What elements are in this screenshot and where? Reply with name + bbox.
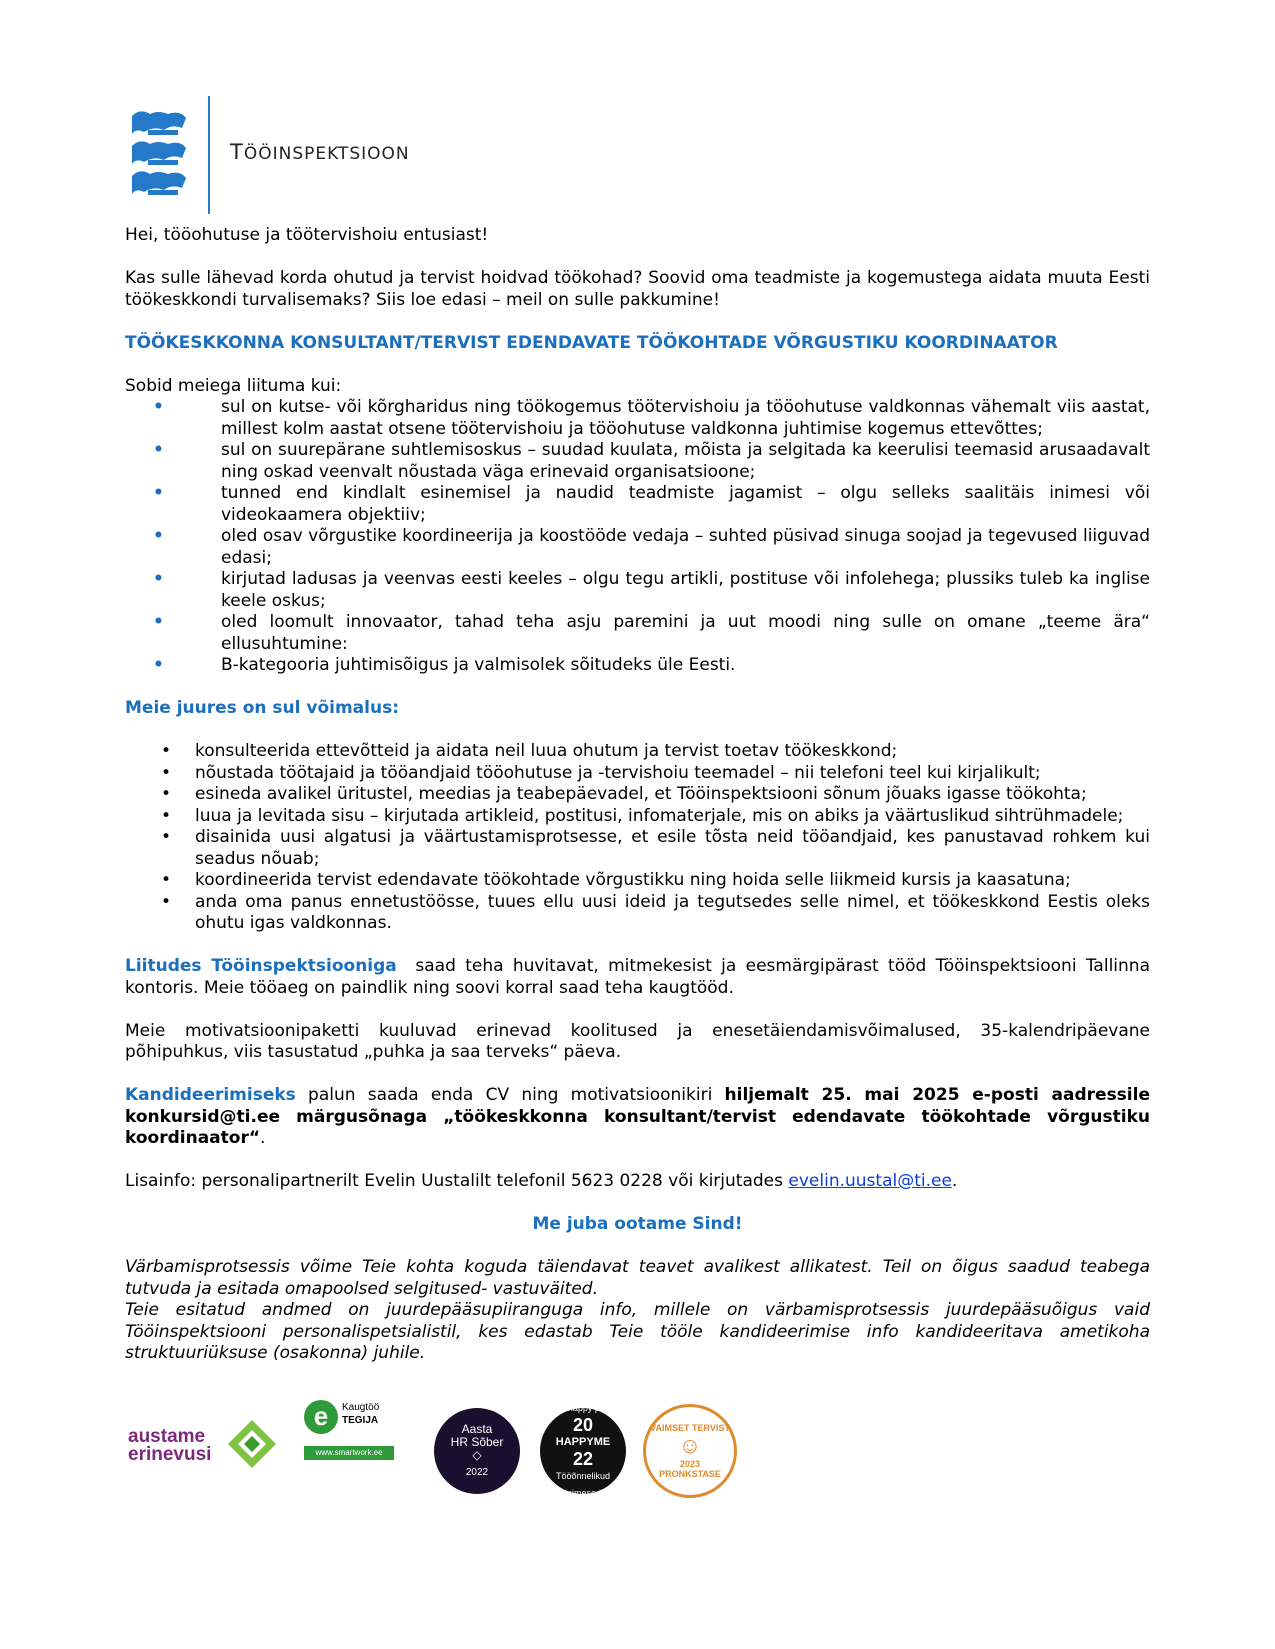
list-item: • koordineerida tervist edendavate töökohtade võrgustikku ning hoida selle liikmeid kursis ja kaasatuna; xyxy=(161,870,1071,890)
greeting: Hei, tööohutuse ja töötervishoiu entusiast! xyxy=(125,225,489,245)
logo-divider xyxy=(208,96,210,214)
list-item: • esineda avalikel üritustel, meedias ja teabepäevadel, et Tööinspektsiooni sõnum jõuaks igasse töökohta; xyxy=(161,784,1087,804)
list-item: • sul on suurepärane suhtlemisoskus – suudad kuulata, mõista ja selgitada ka keerulisi teemasid arusaadavalt ning oskad veenvalt nõustada väga erinevaid organisatsioone; xyxy=(153,440,1150,482)
ad-body xyxy=(125,225,1156,1365)
list-item: • kirjutad ladusas ja veenvas eesti keeles – olgu tegu artikli, postituse või infolehega; plussiks tuleb ka inglise keele oskus; xyxy=(153,569,1150,611)
badges-row xyxy=(128,1400,778,1510)
list-item: • konsulteerida ettevõtteid ja aidata neil luua ohutum ja tervist toetav töökeskkond; xyxy=(161,741,898,761)
list-item: • sul on kutse- või kõrgharidus ning töökogemus töötervishoiu ja tööohutuse valdkonnas vähemalt viis aastat, millest kolm aastat otsene töötervishoiu ja tööohutuse valdkonna juhtimise kogemus ettevõttes; xyxy=(153,397,1150,439)
benefits-paragraph: Meie motivatsioonipaketti kuuluvad erinevad koolitused ja enesetäiendamisvõimalused, 35-kalendripäevane põhipuhkus, viis tasustatud „puhka ja saa terveks“ päeva. xyxy=(125,1020,1150,1062)
org-name: TÖÖINSPEKTSIOON xyxy=(230,140,410,164)
happyme-badge: Work-happy people 20 HAPPYME 22 Tööõnnelikud inimesed xyxy=(540,1408,626,1494)
kaugtoo-label: Kaugtöö xyxy=(342,1402,380,1413)
bullet-icon: • xyxy=(153,526,164,546)
list-item: • oled osav võrgustike koordineerija ja koostööde vedaja – suhted püsivad sinuga soojad ja tegevused liiguvad edasi; xyxy=(153,526,1150,568)
closing-line: Me juba ootame Sind! xyxy=(532,1214,743,1234)
bullet-icon: • xyxy=(161,762,172,783)
joining-paragraph: Liitudes Tööinspektsiooniga saad teha huvitavat, mitmekesist ja eesmärgipärast tööd Tööinspektsiooni Tallinna kontoris. Meie tööaeg on paindlik ning soovi korral saad teha kaugtööd. xyxy=(125,956,1156,998)
intro-paragraph: Kas sulle lähevad korda ohutud ja tervist hoidvad töökohad? Soovid oma teadmiste ja kogemustega aidata muuta Eesti töökeskkondi turvalisemaks? Siis loe edasi – meil on sulle pakkumine! xyxy=(125,268,1150,310)
bullet-icon: • xyxy=(153,397,164,417)
bullet-icon: • xyxy=(153,655,164,675)
list-item: • B-kategooria juhtimisõigus ja valmisolek sõitudeks üle Eesti. xyxy=(153,655,736,675)
austame-erinevusi-badge: austame erinevusi xyxy=(128,1426,212,1465)
e-leaf-icon: e xyxy=(304,1400,338,1434)
contact-email-link[interactable]: evelin.uustal@ti.ee xyxy=(788,1171,952,1191)
smartwork-url: www.smartwork.ee xyxy=(304,1446,394,1460)
bullet-icon: • xyxy=(161,741,172,761)
bullet-icon: • xyxy=(161,805,172,826)
bullet-icon: • xyxy=(161,784,172,804)
list-item: • disainida uusi algatusi ja väärtustamisprotsesse, et esile tõsta neid tööandjaid, kes panustavad rohkem kui seadus nõuab; xyxy=(161,827,1150,869)
bullet-icon: • xyxy=(153,483,164,503)
tooinspektsioon-logo xyxy=(128,96,528,216)
bullet-icon: • xyxy=(161,827,172,847)
bullet-icon: • xyxy=(153,612,164,632)
job-title: TÖÖKESKKONNA KONSULTANT/TERVIST EDENDAVATE TÖÖKOHTADE VÕRGUSTIKU KOORDINAATOR xyxy=(125,332,1058,353)
bullet-icon: • xyxy=(153,440,164,460)
austame-diamond-icon xyxy=(226,1418,278,1470)
list-item: • luua ja levitada sisu – kirjutada artikleid, postitusi, infomaterjale, mis on abiks ja väärtuslikud sihtrühmadele; xyxy=(161,805,1124,826)
list-item: • tunned end kindlalt esinemisel ja naudid teadmiste jagamist – olgu selleks saalitäis inimesi või videokaamera objektiiv; xyxy=(153,483,1150,525)
bullet-icon: • xyxy=(153,569,164,589)
opportunities-list xyxy=(125,741,1150,935)
disclaimer-1: Värbamisprotsessis võime Teie kohta koguda täiendavat teavet avalikest allikatest. Teil on õigus saadud teabega tutvuda ja esitada omapoolsed selgitused- vastuväited. xyxy=(125,1257,1150,1299)
hr-sober-badge: Aasta HR Sõber ◇ 2022 xyxy=(434,1408,520,1494)
kaugtoo-tegija-badge xyxy=(304,1400,396,1478)
bullet-icon: • xyxy=(161,870,172,890)
vaimset-tervist-badge: VAIMSET TERVIST ☺ 2023 PRONKSTASE xyxy=(643,1404,737,1498)
list-item: • anda oma panus ennetustöösse, tuues ellu uusi ideid ja tegutsedes selle nimel, et töökeskkond Eestis oleks ohutu igas valdkonnas. xyxy=(161,891,1150,933)
opportunity-heading: Meie juures on sul võimalus: xyxy=(125,698,399,718)
three-lions-crest-icon xyxy=(128,108,190,198)
bullet-icon: • xyxy=(161,891,172,912)
diamond-icon: ◇ xyxy=(472,1448,482,1462)
head-profile-icon: ☺ xyxy=(678,1433,702,1458)
tegija-label: TEGIJA xyxy=(342,1415,379,1426)
requirements-list xyxy=(125,397,1150,677)
list-item: • oled loomult innovaator, tahad teha asju paremini ja uut moodi ning sulle on omane „teeme ära“ ellusuhtumine: xyxy=(153,612,1150,654)
list-item: • nõustada töötajaid ja tööandjaid tööohutuse ja -tervishoiu teemadel – nii telefoni teel kui kirjalikult; xyxy=(161,762,1041,783)
info-paragraph: Lisainfo: personalipartnerilt Evelin Uustalilt telefonil 5623 0228 või kirjutades evelin.uustal@ti.ee. xyxy=(125,1171,958,1191)
requirements-intro: Sobid meiega liituma kui: xyxy=(125,375,342,396)
disclaimer-2: Teie esitatud andmed on juurdepääsupiiranguga info, millele on värbamisprotsessis juurdepääsuõigus vaid Tööinspektsiooni personalispetsialistil, kes edastab Teie tööle kandideerimise info kandideeritava ametikoha struktuuriüksuse (osakonna) juhile. xyxy=(125,1300,1150,1363)
apply-paragraph: Kandideerimiseks palun saada enda CV ning motivatsioonikiri hiljemalt 25. mai 2025 e-posti aadressile konkursid@ti.ee märgusõnaga „töökeskkonna konsultant/tervist edendavate töökohtade võrgustiku koordinaator“. xyxy=(125,1085,1150,1148)
